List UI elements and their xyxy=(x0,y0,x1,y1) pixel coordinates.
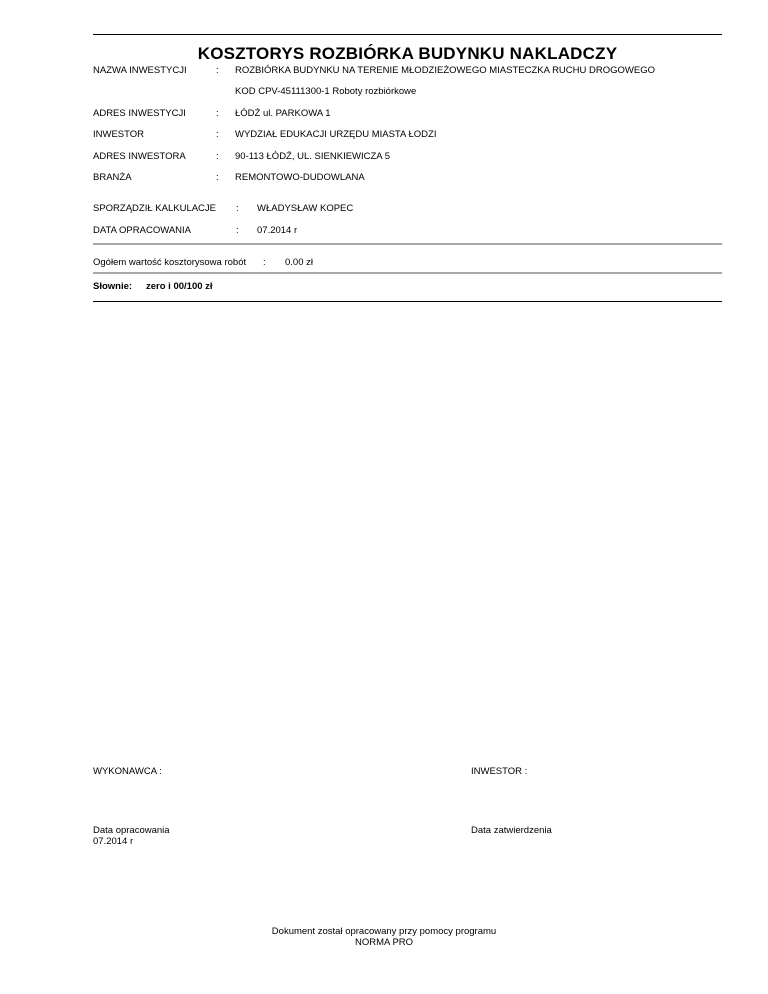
investor-address-colon: : xyxy=(216,151,219,162)
date-prepared-colon: : xyxy=(236,225,239,236)
investor-address-label: ADRES INWESTORA xyxy=(93,151,186,162)
contractor-label: WYKONAWCA : xyxy=(93,766,162,777)
total-bottom-rule xyxy=(93,272,722,274)
total-label: Ogółem wartość kosztorysowa robót xyxy=(93,257,247,268)
top-rule xyxy=(93,34,722,35)
date-prepared-value: 07.2014 r xyxy=(257,225,298,236)
date-prepared-signature-value: 07.2014 r xyxy=(93,836,134,847)
total-top-rule xyxy=(93,243,722,245)
footer xyxy=(0,926,768,948)
investment-name-value: ROZBIÓRKA BUDYNKU NA TERENIE MŁODZIEŻOWEGO MIASTECZKA RUCHU DROGOWEGO xyxy=(235,65,655,76)
branch-label: BRANŻA xyxy=(93,172,132,183)
prepared-by-label: SPORZĄDZIŁ KALKULACJE xyxy=(93,203,217,214)
prepared-by-value: WŁADYSŁAW KOPEC xyxy=(257,203,354,214)
page-title: KOSZTORYS ROZBIÓRKA BUDYNKU NAKLADCZY xyxy=(197,44,618,63)
investment-address-colon: : xyxy=(216,108,219,119)
total-value: 0.00 zł xyxy=(285,257,313,268)
in-words-label: Słownie: xyxy=(93,281,133,292)
investment-address-label: ADRES INWESTYCJI xyxy=(93,108,186,119)
date-prepared-label: DATA OPRACOWANIA xyxy=(93,225,192,236)
branch-value: REMONTOWO-DUDOWLANA xyxy=(235,172,365,183)
investment-name-colon: : xyxy=(216,65,219,76)
investor-address-value: 90-113 ŁÓDŹ, UL. SIENKIEWICZA 5 xyxy=(235,151,391,162)
approval-date-label: Data zatwierdzenia xyxy=(471,825,552,836)
investment-address-value: ŁÓDŹ ul. PARKOWA 1 xyxy=(235,108,331,119)
in-words-value: zero i 00/100 zł xyxy=(146,281,213,292)
branch-colon: : xyxy=(216,172,219,183)
investor-label: INWESTOR xyxy=(93,129,145,140)
investor-value: WYDZIAŁ EDUKACJI URZĘDU MIASTA ŁODZI xyxy=(235,129,437,140)
investor-colon: : xyxy=(216,129,219,140)
footer-program-name: NORMA PRO xyxy=(354,937,414,948)
investor-signature-label: INWESTOR : xyxy=(471,766,528,777)
date-prepared-signature-label: Data opracowania xyxy=(93,825,170,836)
investment-name-label: NAZWA INWESTYCJI xyxy=(93,65,187,76)
in-words-bottom-rule xyxy=(93,301,722,302)
cpv-code: KOD CPV-45111300-1 Roboty rozbiórkowe xyxy=(235,86,417,97)
footer-line-1: Dokument został opracowany przy pomocy programu xyxy=(271,926,497,937)
total-colon: : xyxy=(263,257,266,268)
prepared-by-colon: : xyxy=(236,203,239,214)
